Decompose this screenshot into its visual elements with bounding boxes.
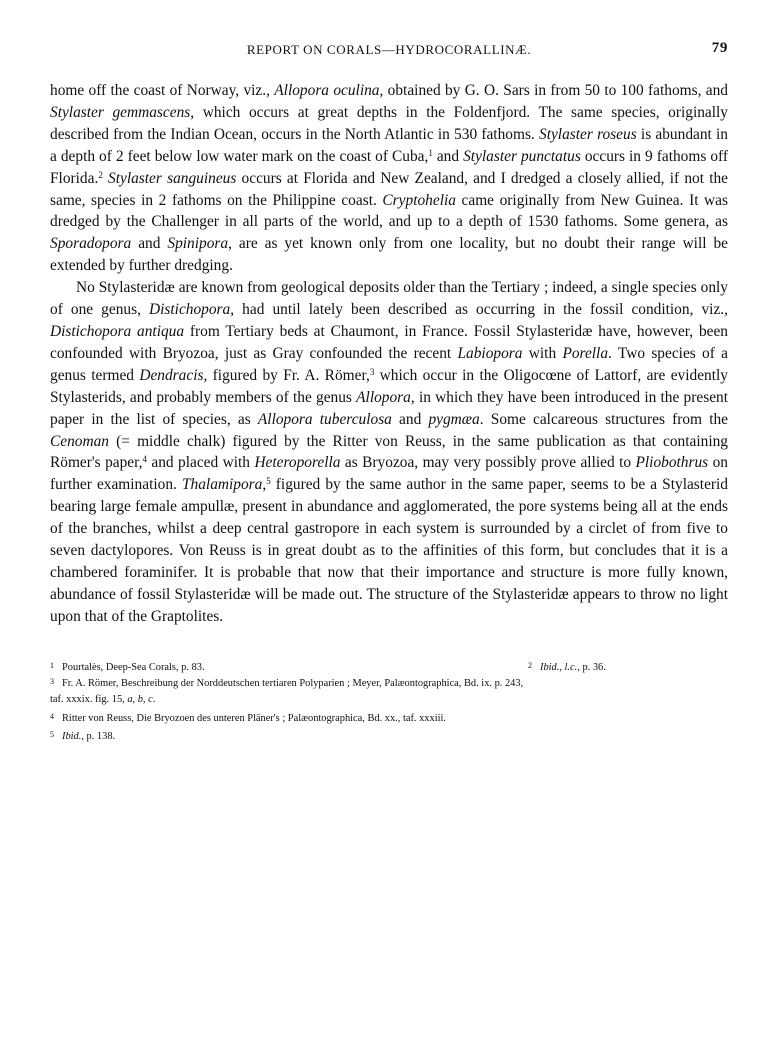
footnote-ibid: Ibid. <box>62 731 82 743</box>
footnote-text: Fr. A. Römer, Beschreibung der Norddeutschen tertiaren Polyparien ; Meyer, Palæontographica, Bd. ix. p. 243, <box>62 678 524 690</box>
genus-name: Thalamipora <box>181 476 263 494</box>
paragraph-1 <box>50 80 728 277</box>
figure-letters: a, b, c <box>127 694 153 706</box>
species-name: Stylaster sanguineus <box>108 169 237 187</box>
text-run: . Two species of a genus termed <box>50 344 728 384</box>
text-run: , had until lately been described as occurring in the fossil condition, viz., <box>230 301 728 319</box>
text-run: and <box>131 235 168 253</box>
species-name: Stylaster gemmascens <box>50 103 191 121</box>
text-run: , obtained by G. O. Sars in from 50 to 100 fathoms, and <box>379 82 728 99</box>
text-run: on further examination. <box>50 454 728 494</box>
footnote-row <box>50 658 728 674</box>
stage-name: Cenoman <box>50 432 109 450</box>
genus-name: Porella <box>562 344 609 362</box>
text-run: and placed with <box>146 454 255 472</box>
footnote-ibid: Ibid. <box>540 661 560 673</box>
text-run: , which occurs at great depths in the Foldenfjord. The same species, originally described from the Indian Ocean, occurs in the North Atlantic in 530 fathoms. <box>50 103 728 143</box>
footnote-mark: 5 <box>50 730 54 740</box>
footnote-text: Ritter von Reuss, Die Bryozoen des unteren Pläner's ; Palæontographica, Bd. xx., taf. xxxiii. <box>62 712 446 724</box>
text-run: , figured by Fr. A. Römer, <box>203 366 370 384</box>
running-title: REPORT ON CORALS—HYDROCORALLINÆ. <box>246 42 532 57</box>
text-run: . Some calcareous structures from the <box>479 410 729 428</box>
genus-name: Cryptohelia <box>382 191 456 209</box>
genus-name: Pliobothrus <box>635 454 709 472</box>
body-text <box>50 80 728 628</box>
species-name: Stylaster roseus <box>539 125 637 143</box>
page <box>50 40 728 746</box>
genus-name: Sporadopora <box>50 235 132 253</box>
footnote-text: . <box>152 694 156 706</box>
footnotes <box>50 658 728 746</box>
footnote-lc: l.c. <box>564 661 578 673</box>
footnote-text: taf. xxxix. fig. 15, <box>50 694 128 706</box>
text-run: occurs in 9 fathoms off Florida. <box>50 147 729 187</box>
footnote-1 <box>50 662 205 673</box>
text-run: , <box>262 476 267 494</box>
footnote-3 <box>50 674 728 692</box>
genus-name: Labiopora <box>457 344 523 362</box>
text-run: is abundant in a depth of 2 feet below low water mark on the coast of Cuba, <box>50 125 728 165</box>
footnote-mark: 3 <box>50 677 54 687</box>
text-run: with <box>522 344 563 362</box>
text-run: from Tertiary beds at Chaumont, in France. Fossil Stylasteridæ have, however, been confounded with Bryozoa, just as Gray confounded the recent <box>50 322 728 362</box>
text-run: and <box>432 147 464 165</box>
genus-name: Allopora <box>356 388 411 406</box>
genus-name: Distichopora <box>149 301 231 319</box>
text-run: , in which they have been introduced in the present paper in the list of species, as <box>50 388 728 428</box>
species-name: Allopora oculina <box>274 82 380 99</box>
running-header <box>50 40 728 66</box>
page-number: 79 <box>711 40 728 56</box>
text-run: home off the coast of Norway, viz., <box>50 82 275 99</box>
genus-name: Spinipora <box>167 235 229 253</box>
footnote-ref-2: 2 <box>98 169 103 180</box>
species-name: pygmæa <box>428 410 480 428</box>
text-run: which occur in the Oligocœne of Lattorf, are evidently Stylasterids, and probably members of the genus <box>50 366 728 406</box>
footnote-ref-5: 5 <box>266 476 271 487</box>
text-run: occurs at Florida and New Zealand, and I dredged a closely allied, if not the same, species in 2 fathoms on the Philippine coast. <box>50 169 728 209</box>
footnote-mark: 4 <box>50 711 54 721</box>
footnote-3-continued <box>50 692 728 708</box>
genus-name: Dendracis <box>139 366 204 384</box>
text-run: came originally from New Guinea. It was dredged by the Challenger in all parts of the world, and up to a depth of 1530 fathoms. Some genera, as <box>50 191 728 231</box>
footnote-text: , <box>559 661 565 673</box>
text-run: and <box>391 410 429 428</box>
text-run: (= middle chalk) figured by the Ritter von Reuss, in the same publication as that containing Römer's paper, <box>50 432 728 472</box>
species-name: Allopora tuberculosa <box>257 410 392 428</box>
footnote-mark: 2 <box>528 660 532 670</box>
species-name: Stylaster punctatus <box>463 147 581 165</box>
footnote-ref-3: 3 <box>369 366 375 377</box>
footnote-4 <box>50 709 728 727</box>
footnote-ref-4: 4 <box>142 454 147 465</box>
paragraph-2 <box>50 277 728 628</box>
text-run: , are as yet known only from one locality, but no doubt their range will be extended by further dredging. <box>50 235 728 275</box>
genus-name: Heteroporella <box>254 454 341 472</box>
footnote-text: Pourtalès, Deep-Sea Corals, p. 83. <box>62 661 205 673</box>
footnote-text: , p. 138. <box>81 731 116 743</box>
text-run: as Bryozoa, may very possibly prove allied to <box>340 454 636 472</box>
footnote-mark: 1 <box>50 660 54 670</box>
footnote-ref-1: 1 <box>428 147 433 158</box>
footnote-5 <box>50 727 728 745</box>
footnote-text: , p. 36. <box>577 661 606 673</box>
species-name: Distichopora antiqua <box>50 322 185 340</box>
text-run: figured by the same author in the same paper, seems to be a Stylasterid bearing large female ampullæ, present in abundance and agglomerated, the pore systems being all at the ends of the branches, whilst a deep central gastropore in each system is surrounded by a circlet of from five to seven dactylopores. Von Reuss is in great doubt as to the affinities of this form, but concludes that it is a chambered foraminifer. It is probable that now that their importance and structure is more fully known, abundance of fossil Stylasteridæ will be made out. The structure of the Stylasteridæ appears to throw no light upon that of the Graptolites. <box>50 476 728 625</box>
text-run: No Stylasteridæ are known from geological deposits older than the Tertiary ; indeed, a single species only of one genus, <box>50 279 728 319</box>
